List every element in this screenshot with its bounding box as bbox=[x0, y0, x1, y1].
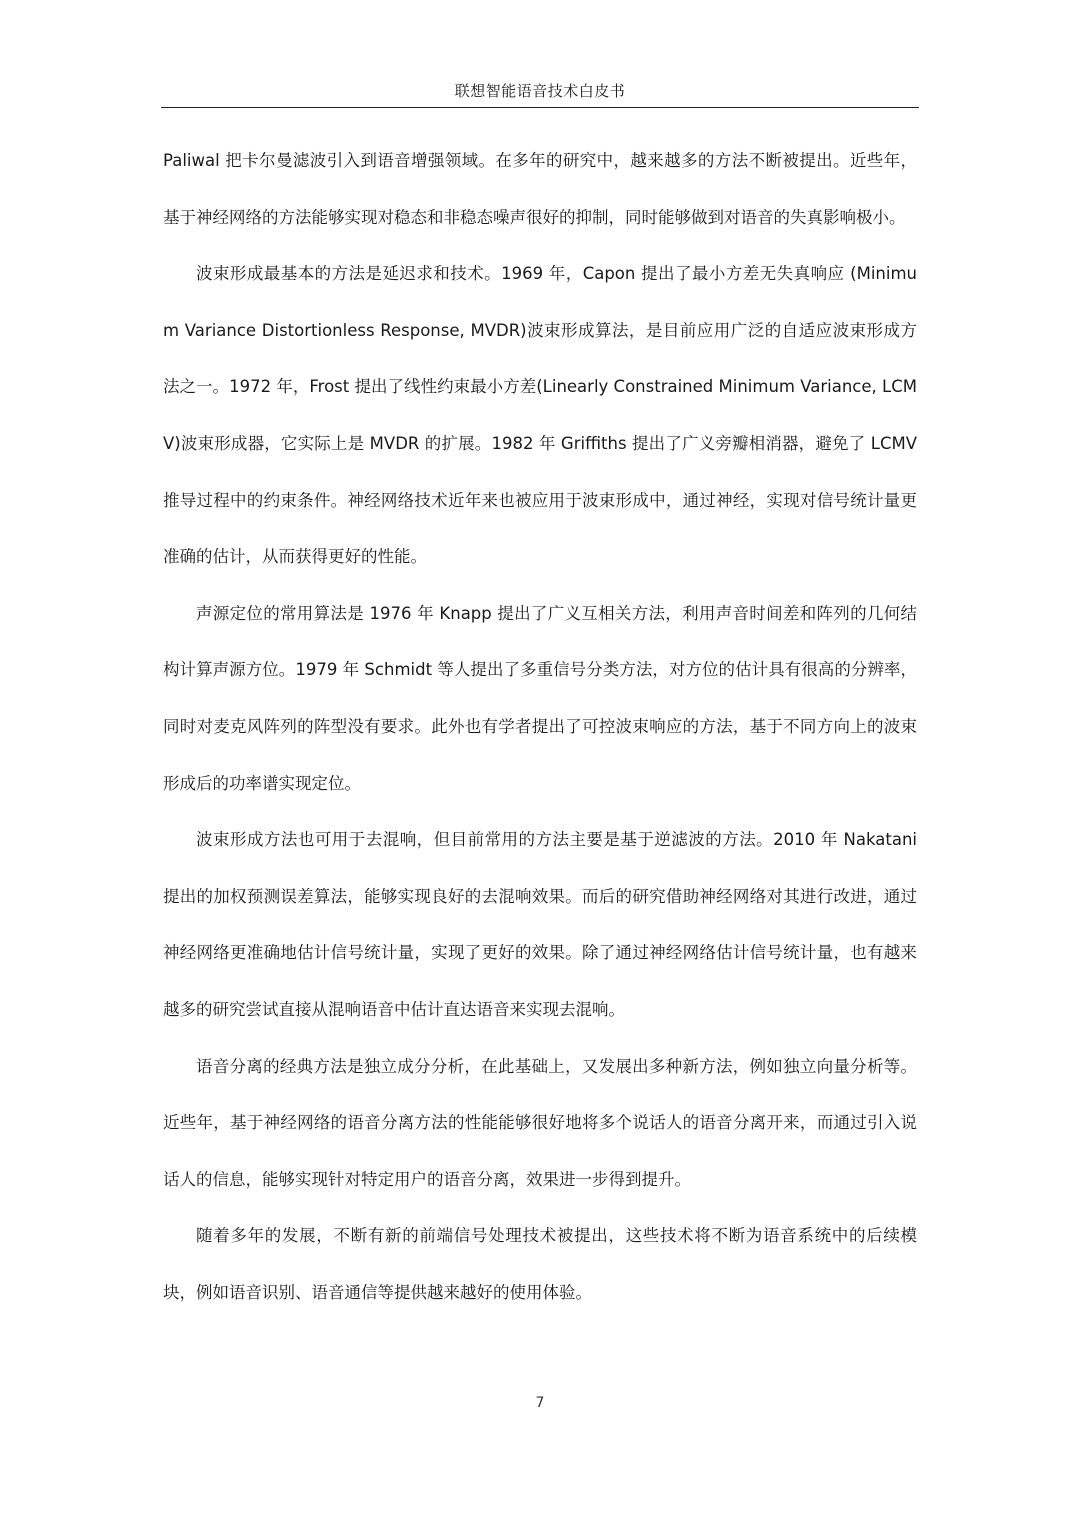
paragraph-conclusion: 随着多年的发展，不断有新的前端信号处理技术被提出，这些技术将不断为语音系统中的后续模块，例如语音识别、语音通信等提供越来越好的使用体验。 bbox=[163, 1226, 917, 1302]
page-header bbox=[161, 74, 919, 108]
paragraph-beamforming: 波束形成最基本的方法是延迟求和技术。1969 年，Capon 提出了最小方差无失真响应 (Minimum Variance Distortionless Response, MVDR)波束形成算法，是目前应用广泛的自适应波束形成方法之一。1972 年，Frost 提出了线性约束最小方差(Linearly Constrained Minimum Variance, LCMV)波束形成器，它实际上是 MVDR 的扩展。1982 年 Griffiths 提出了广义旁瓣相消器，避免了 LCMV 推导过程中的约束条件。神经网络技术近年来也被应用于波束形成中，通过神经，实现对信号统计量更准确的估计，从而获得更好的性能。 bbox=[163, 264, 917, 567]
page-number: 7 bbox=[535, 1395, 545, 1411]
paragraph-dereverberation: 波束形成方法也可用于去混响，但目前常用的方法主要是基于逆滤波的方法。2010 年 Nakatani 提出的加权预测误差算法，能够实现良好的去混响效果。而后的研究借助神经网络对其进行改进，通过神经网络更准确地估计信号统计量，实现了更好的效果。除了通过神经网络估计信号统计量，也有越来越多的研究尝试直接从混响语音中估计直达语音来实现去混响。 bbox=[163, 830, 917, 1019]
document-body bbox=[163, 133, 917, 1321]
paragraph-source-localization: 声源定位的常用算法是 1976 年 Knapp 提出了广义互相关方法，利用声音时间差和阵列的几何结构计算声源方位。1979 年 Schmidt 等人提出了多重信号分类方法，对方位的估计具有很高的分辨率，同时对麦克风阵列的阵型没有要求。此外也有学者提出了可控波束响应的方法，基于不同方向上的波束形成后的功率谱实现定位。 bbox=[163, 603, 917, 793]
paragraph-kalman-continuation: Paliwal 把卡尔曼滤波引入到语音增强领域。在多年的研究中，越来越多的方法不断被提出。近些年，基于神经网络的方法能够实现对稳态和非稳态噪声很好的抑制，同时能够做到对语音的失真影响极小。 bbox=[163, 151, 917, 227]
header-title: 联想智能语音技术白皮书 bbox=[454, 82, 626, 100]
paragraph-speech-separation: 语音分离的经典方法是独立成分分析，在此基础上，又发展出多种新方法，例如独立向量分析等。近些年，基于神经网络的语音分离方法的性能能够很好地将多个说话人的语音分离开来，而通过引入说话人的信息，能够实现针对特定用户的语音分离，效果进一步得到提升。 bbox=[163, 1056, 917, 1189]
